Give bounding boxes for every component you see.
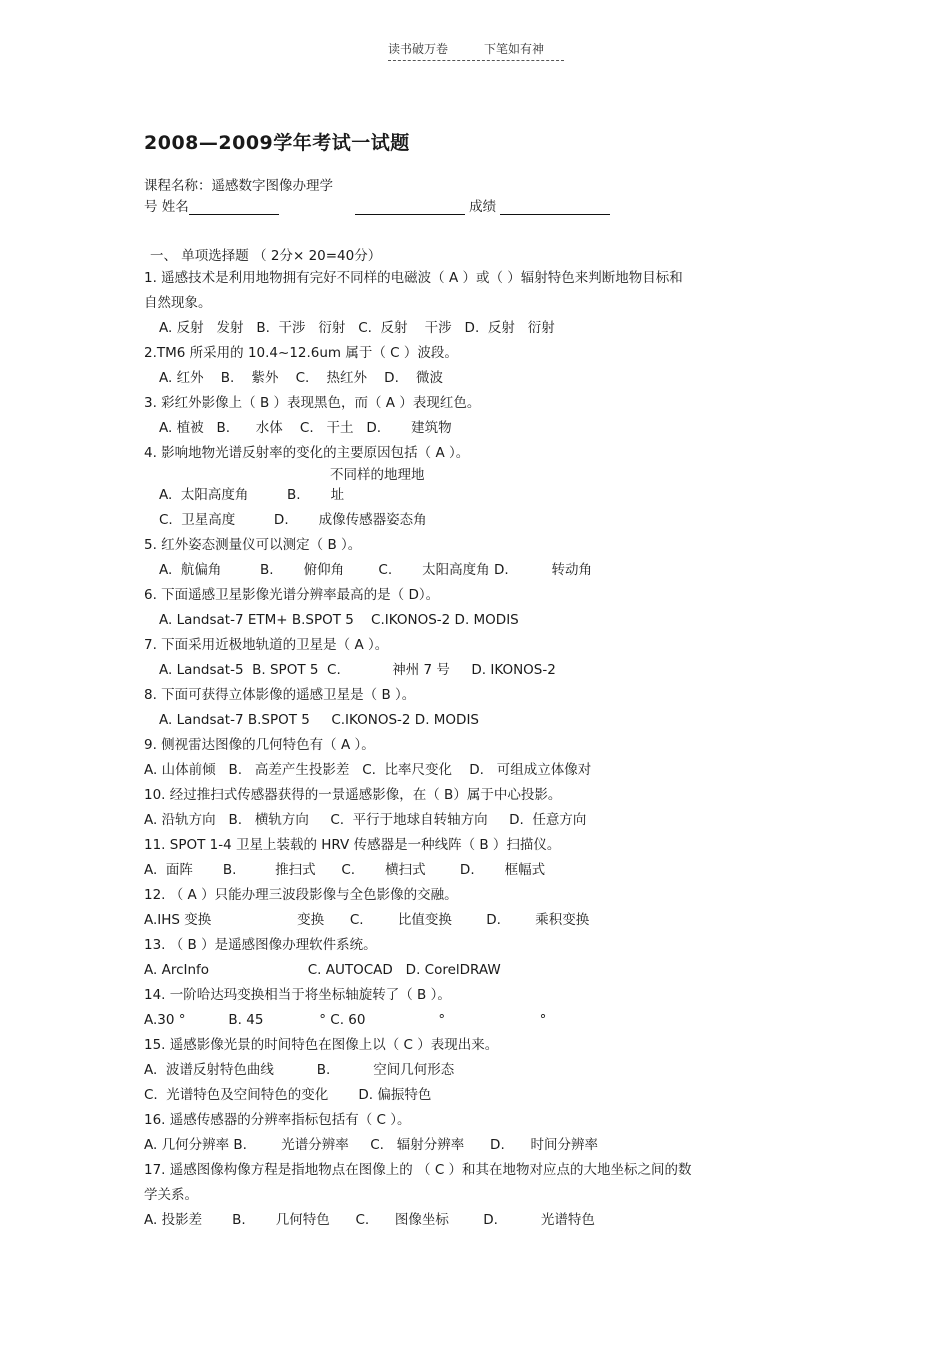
question-stem: 10. 经过推扫式传感器获得的一景遥感影像，在（ B）属于中心投影。 <box>144 787 562 803</box>
answer-options: A. 反射 发射 B. 干涉 衍射 C. 反射 干涉 D. 反射 衍射 <box>159 320 555 336</box>
question-stem: 14. 一阶哈达玛变换相当于将坐标轴旋转了（ B ）。 <box>144 987 451 1003</box>
answer-options: A. 太阳高度角 B. 址 <box>159 487 345 503</box>
answer-options: A. Landsat-7 B.SPOT 5 C.IKONOS-2 D. MODIS <box>159 712 480 728</box>
question-10 <box>144 783 784 833</box>
answer-options: A. 红外 B. 紫外 C. 热红外 D. 微波 <box>159 370 444 386</box>
question-17 <box>144 1158 784 1233</box>
name-label: 号 姓名 <box>144 199 189 215</box>
question-14 <box>144 983 784 1033</box>
question-16 <box>144 1108 784 1158</box>
question-3 <box>144 391 784 441</box>
score-label: 成绩 <box>469 199 497 215</box>
question-stem: 12. （ A ）只能办理三波段影像与全色影像的交融。 <box>144 887 458 903</box>
answer-options: C. 光谱特色及空间特色的变化 D. 偏振特色 <box>144 1087 432 1103</box>
question-8 <box>144 683 784 733</box>
answer-options: A. 沿轨方向 B. 横轨方向 C. 平行于地球自转轴方向 D. 任意方向 <box>144 812 587 828</box>
course-name: 课程名称：遥感数字图像办理学 <box>144 178 333 194</box>
question-stem-continued: 学关系。 <box>144 1187 198 1203</box>
question-stem-continued: 自然现象。 <box>144 295 212 311</box>
question-4 <box>144 441 784 533</box>
answer-options: A. 植被 B. 水体 C. 干土 D. 建筑物 <box>159 420 452 436</box>
id-blank[interactable] <box>355 198 465 215</box>
name-blank[interactable] <box>189 198 279 215</box>
motto-left: 读书破万卷 <box>388 42 449 56</box>
question-13 <box>144 933 784 983</box>
question-stem: 8. 下面可获得立体影像的遥感卫星是（ B ）。 <box>144 687 416 703</box>
answer-options: C. 卫星高度 D. 成像传感器姿态角 <box>159 512 427 528</box>
header-divider <box>388 60 564 61</box>
question-7 <box>144 633 784 683</box>
question-1 <box>144 266 784 341</box>
question-list <box>144 266 784 1233</box>
answer-options: A. 投影差 B. 几何特色 C. 图像坐标 D. 光谱特色 <box>144 1212 595 1228</box>
question-stem: 5. 红外姿态测量仪可以测定（ B ）。 <box>144 537 362 553</box>
student-info-line <box>144 195 610 215</box>
answer-options: A. 航偏角 B. 俯仰角 C. 太阳高度角 D. 转动角 <box>159 562 593 578</box>
section-heading: 一、 单项选择题 （ 2分× 20=40分） <box>150 248 382 264</box>
question-stem: 6. 下面遥感卫星影像光谱分辨率最高的是（ D）。 <box>144 587 440 603</box>
answer-options: A. ArcInfo C. AUTOCAD D. CorelDRAW <box>144 962 501 978</box>
answer-options: A.IHS 变换 变换 C. 比值变换 D. 乘积变换 <box>144 912 590 928</box>
question-stem: 17. 遥感图像构像方程是指地物点在图像上的 （ C ）和其在地物对应点的大地坐标之间的数 <box>144 1162 692 1178</box>
question-stem: 2.TM6 所采用的 10.4~12.6um 属于（ C ）波段。 <box>144 345 458 361</box>
question-12 <box>144 883 784 933</box>
answer-options: A. Landsat-5 B. SPOT 5 C. 神州 7 号 D. IKONOS-2 <box>159 662 556 678</box>
question-stem: 15. 遥感影像光景的时间特色在图像上以（ C ）表现出来。 <box>144 1037 499 1053</box>
question-stem: 1. 遥感技术是利用地物拥有完好不同样的电磁波（ A ）或（ ）辐射特色来判断地物目标和 <box>144 270 683 286</box>
question-stem: 13. （ B ）是遥感图像办理软件系统。 <box>144 937 377 953</box>
question-stem: 4. 影响地物光谱反射率的变化的主要原因包括（ A ）。 <box>144 445 470 461</box>
motto-right: 下笔如有神 <box>484 42 545 56</box>
question-2 <box>144 341 784 391</box>
question-9 <box>144 733 784 783</box>
answer-options: A. 波谱反射特色曲线 B. 空间几何形态 <box>144 1062 455 1078</box>
question-6 <box>144 583 784 633</box>
answer-options: A. 面阵 B. 推扫式 C. 横扫式 D. 框幅式 <box>144 862 546 878</box>
answer-options: A.30 ° B. 45 ° C. 60 ° ° <box>144 1012 547 1028</box>
question-stem: 9. 侧视雷达图像的几何特色有（ A ）。 <box>144 737 375 753</box>
answer-options: A. 几何分辨率 B. 光谱分辨率 C. 辐射分辨率 D. 时间分辨率 <box>144 1137 598 1153</box>
question-15 <box>144 1033 784 1108</box>
page-header <box>388 40 564 61</box>
option-annotation: 不同样的地理地 <box>330 467 425 483</box>
question-stem: 7. 下面采用近极地轨道的卫星是（ A ）。 <box>144 637 389 653</box>
answer-options: A. Landsat-7 ETM+ B.SPOT 5 C.IKONOS-2 D. MODIS <box>159 612 519 628</box>
question-stem: 3. 彩红外影像上（ B ）表现黑色，而（ A ）表现红色。 <box>144 395 481 411</box>
question-11 <box>144 833 784 883</box>
question-stem: 11. SPOT 1-4 卫星上装载的 HRV 传感器是一种线阵（ B ）扫描仪。 <box>144 837 561 853</box>
score-blank[interactable] <box>500 198 610 215</box>
question-stem: 16. 遥感传感器的分辨率指标包括有（ C ）。 <box>144 1112 411 1128</box>
exam-title: 2008—2009学年考试一试题 <box>144 132 410 154</box>
answer-options: A. 山体前倾 B. 高差产生投影差 C. 比率尺变化 D. 可组成立体像对 <box>144 762 592 778</box>
question-5 <box>144 533 784 583</box>
